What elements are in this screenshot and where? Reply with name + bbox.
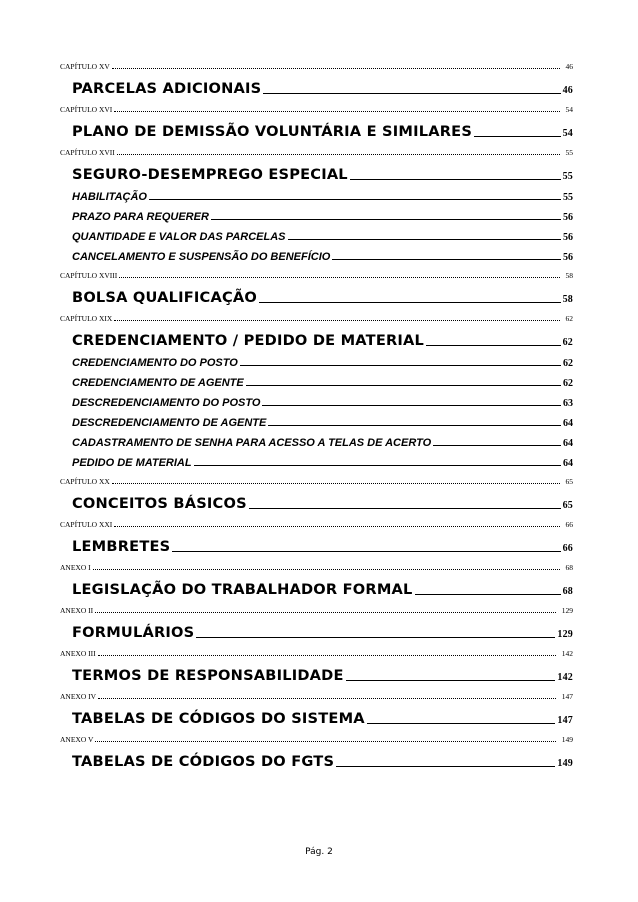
toc-entry-page-number: 149: [561, 735, 573, 744]
toc-entry-page-number: 149: [557, 758, 573, 769]
toc-entry-page-number: 147: [561, 692, 573, 701]
toc-entry-title: HABILITAÇÃO: [72, 191, 147, 203]
toc-subsection-entry[interactable]: [60, 429, 573, 449]
toc-entry-page-number: 46: [565, 62, 573, 71]
toc-entry-title: CREDENCIAMENTO / PEDIDO DE MATERIAL: [72, 332, 425, 349]
toc-section-entry[interactable]: [60, 701, 573, 727]
toc-entry-page-number: 54: [562, 128, 573, 139]
toc-leader-line: [350, 179, 561, 180]
toc-entry-title: LEMBRETES: [72, 538, 171, 555]
toc-leader-line: [367, 723, 556, 724]
toc-entry-title: ANEXO V: [60, 735, 94, 744]
toc-entry-title: TERMOS DE RESPONSABILIDADE: [72, 667, 344, 684]
toc-leader-line: [249, 508, 561, 509]
toc-subsection-entry[interactable]: [60, 223, 573, 243]
toc-section-entry[interactable]: [60, 280, 573, 306]
toc-entry-title: CONCEITOS BÁSICOS: [72, 495, 247, 512]
toc-entry-page-number: 65: [565, 477, 573, 486]
toc-leader-line: [98, 655, 556, 656]
toc-chapter-entry[interactable]: [60, 144, 573, 157]
toc-entry-page-number: 56: [563, 212, 573, 223]
toc-chapter-entry[interactable]: [60, 58, 573, 71]
toc-leader-line: [112, 483, 560, 484]
toc-leader-line: [288, 239, 562, 240]
toc-leader-line: [95, 612, 556, 613]
toc-leader-line: [474, 136, 561, 137]
toc-entry-title: TABELAS DE CÓDIGOS DO FGTS: [72, 753, 335, 770]
toc-chapter-entry[interactable]: [60, 559, 573, 572]
toc-chapter-entry[interactable]: [60, 516, 573, 529]
toc-leader-line: [336, 766, 555, 767]
toc-entry-title: ANEXO III: [60, 649, 96, 658]
toc-chapter-entry[interactable]: [60, 310, 573, 323]
toc-chapter-entry[interactable]: [60, 602, 573, 615]
toc-entry-page-number: 46: [562, 85, 573, 96]
toc-entry-title: PLANO DE DEMISSÃO VOLUNTÁRIA E SIMILARES: [72, 123, 473, 140]
toc-entry-page-number: 64: [563, 418, 573, 429]
toc-chapter-entry[interactable]: [60, 688, 573, 701]
toc-entry-page-number: 65: [562, 500, 573, 511]
toc-entry-title: TABELAS DE CÓDIGOS DO SISTEMA: [72, 710, 365, 727]
toc-leader-line: [114, 526, 559, 527]
toc-entry-title: CAPÍTULO XVIII: [60, 271, 118, 280]
toc-entry-title: CAPÍTULO XX: [60, 477, 110, 486]
toc-leader-line: [263, 93, 560, 94]
toc-leader-line: [149, 199, 561, 200]
toc-leader-line: [262, 405, 561, 406]
toc-entry-title: BOLSA QUALIFICAÇÃO: [72, 289, 257, 306]
toc-entry-page-number: 68: [562, 586, 573, 597]
toc-entry-page-number: 62: [563, 358, 573, 369]
toc-entry-page-number: 68: [565, 563, 573, 572]
toc-subsection-entry[interactable]: [60, 389, 573, 409]
toc-entry-page-number: 129: [557, 629, 573, 640]
toc-entry-title: ANEXO IV: [60, 692, 97, 701]
toc-entry-page-number: 142: [561, 649, 573, 658]
toc-entry-page-number: 66: [565, 520, 573, 529]
toc-section-entry[interactable]: [60, 615, 573, 641]
toc-entry-page-number: 56: [563, 252, 573, 263]
toc-entry-title: CREDENCIAMENTO DE AGENTE: [72, 377, 244, 389]
toc-chapter-entry[interactable]: [60, 473, 573, 486]
toc-section-entry[interactable]: [60, 157, 573, 183]
toc-entry-title: CAPÍTULO XIX: [60, 314, 113, 323]
toc-subsection-entry[interactable]: [60, 449, 573, 469]
toc-section-entry[interactable]: [60, 71, 573, 97]
toc-chapter-entry[interactable]: [60, 101, 573, 114]
toc-entry-page-number: 56: [563, 232, 573, 243]
toc-section-entry[interactable]: [60, 658, 573, 684]
toc-entry-page-number: 62: [565, 314, 573, 323]
toc-entry-title: PARCELAS ADICIONAIS: [72, 80, 262, 97]
toc-entry-page-number: 64: [563, 458, 573, 469]
toc-section-entry[interactable]: [60, 572, 573, 598]
toc-entry-title: DESCREDENCIAMENTO DO POSTO: [72, 397, 261, 409]
toc-leader-line: [119, 277, 559, 278]
toc-section-entry[interactable]: [60, 323, 573, 349]
toc-leader-line: [433, 445, 561, 446]
toc-entry-title: FORMULÁRIOS: [72, 624, 195, 641]
table-of-contents: [60, 54, 573, 770]
toc-leader-line: [114, 320, 559, 321]
toc-entry-title: PRAZO PARA REQUERER: [72, 211, 209, 223]
toc-leader-line: [211, 219, 561, 220]
toc-entry-title: CREDENCIAMENTO DO POSTO: [72, 357, 238, 369]
toc-leader-line: [268, 425, 561, 426]
toc-subsection-entry[interactable]: [60, 203, 573, 223]
toc-entry-page-number: 142: [557, 672, 573, 683]
toc-entry-title: CADASTRAMENTO DE SENHA PARA ACESSO A TELAS DE ACERTO: [72, 437, 432, 449]
toc-entry-page-number: 63: [563, 398, 573, 409]
toc-leader-line: [172, 551, 560, 552]
toc-entry-title: CAPÍTULO XV: [60, 62, 110, 71]
toc-section-entry[interactable]: [60, 114, 573, 140]
toc-leader-line: [112, 68, 560, 69]
toc-entry-page-number: 129: [561, 606, 573, 615]
toc-entry-page-number: 54: [565, 105, 573, 114]
toc-section-entry[interactable]: [60, 486, 573, 512]
toc-entry-title: LEGISLAÇÃO DO TRABALHADOR FORMAL: [72, 581, 413, 598]
toc-entry-title: SEGURO-DESEMPREGO ESPECIAL: [72, 166, 348, 183]
toc-section-entry[interactable]: [60, 744, 573, 770]
toc-entry-page-number: 55: [562, 171, 573, 182]
toc-entry-page-number: 55: [563, 192, 573, 203]
toc-leader-line: [259, 302, 561, 303]
toc-entry-title: ANEXO I: [60, 563, 91, 572]
toc-subsection-entry[interactable]: [60, 349, 573, 369]
toc-entry-page-number: 58: [562, 294, 573, 305]
toc-chapter-entry[interactable]: [60, 645, 573, 658]
toc-leader-line: [98, 698, 556, 699]
toc-entry-title: CAPÍTULO XVII: [60, 148, 115, 157]
toc-leader-line: [194, 465, 561, 466]
toc-leader-line: [117, 154, 560, 155]
toc-subsection-entry[interactable]: [60, 369, 573, 389]
toc-leader-line: [415, 594, 561, 595]
toc-entry-title: DESCREDENCIAMENTO DE AGENTE: [72, 417, 267, 429]
toc-entry-title: PEDIDO DE MATERIAL: [72, 457, 192, 469]
toc-entry-page-number: 66: [562, 543, 573, 554]
toc-leader-line: [93, 569, 560, 570]
toc-leader-line: [240, 365, 561, 366]
toc-section-entry[interactable]: [60, 529, 573, 555]
toc-entry-title: CANCELAMENTO E SUSPENSÃO DO BENEFÍCIO: [72, 251, 331, 263]
toc-entry-page-number: 64: [563, 438, 573, 449]
toc-subsection-entry[interactable]: [60, 243, 573, 263]
toc-entry-title: CAPÍTULO XXI: [60, 520, 113, 529]
toc-leader-line: [196, 637, 555, 638]
toc-entry-page-number: 62: [562, 337, 573, 348]
toc-subsection-entry[interactable]: [60, 409, 573, 429]
toc-leader-line: [332, 259, 561, 260]
toc-chapter-entry[interactable]: [60, 731, 573, 744]
toc-leader-line: [114, 111, 559, 112]
toc-entry-page-number: 147: [557, 715, 573, 726]
toc-chapter-entry[interactable]: [60, 267, 573, 280]
toc-entry-page-number: 58: [565, 271, 573, 280]
toc-leader-line: [246, 385, 561, 386]
toc-entry-title: ANEXO II: [60, 606, 94, 615]
toc-entry-page-number: 55: [565, 148, 573, 157]
page-number-footer: Pág. 2: [305, 847, 333, 857]
toc-leader-line: [426, 345, 561, 346]
toc-entry-title: QUANTIDADE E VALOR DAS PARCELAS: [72, 231, 286, 243]
toc-subsection-entry[interactable]: [60, 183, 573, 203]
toc-entry-title: CAPÍTULO XVI: [60, 105, 113, 114]
toc-leader-line: [95, 741, 555, 742]
toc-entry-page-number: 62: [563, 378, 573, 389]
toc-leader-line: [346, 680, 556, 681]
